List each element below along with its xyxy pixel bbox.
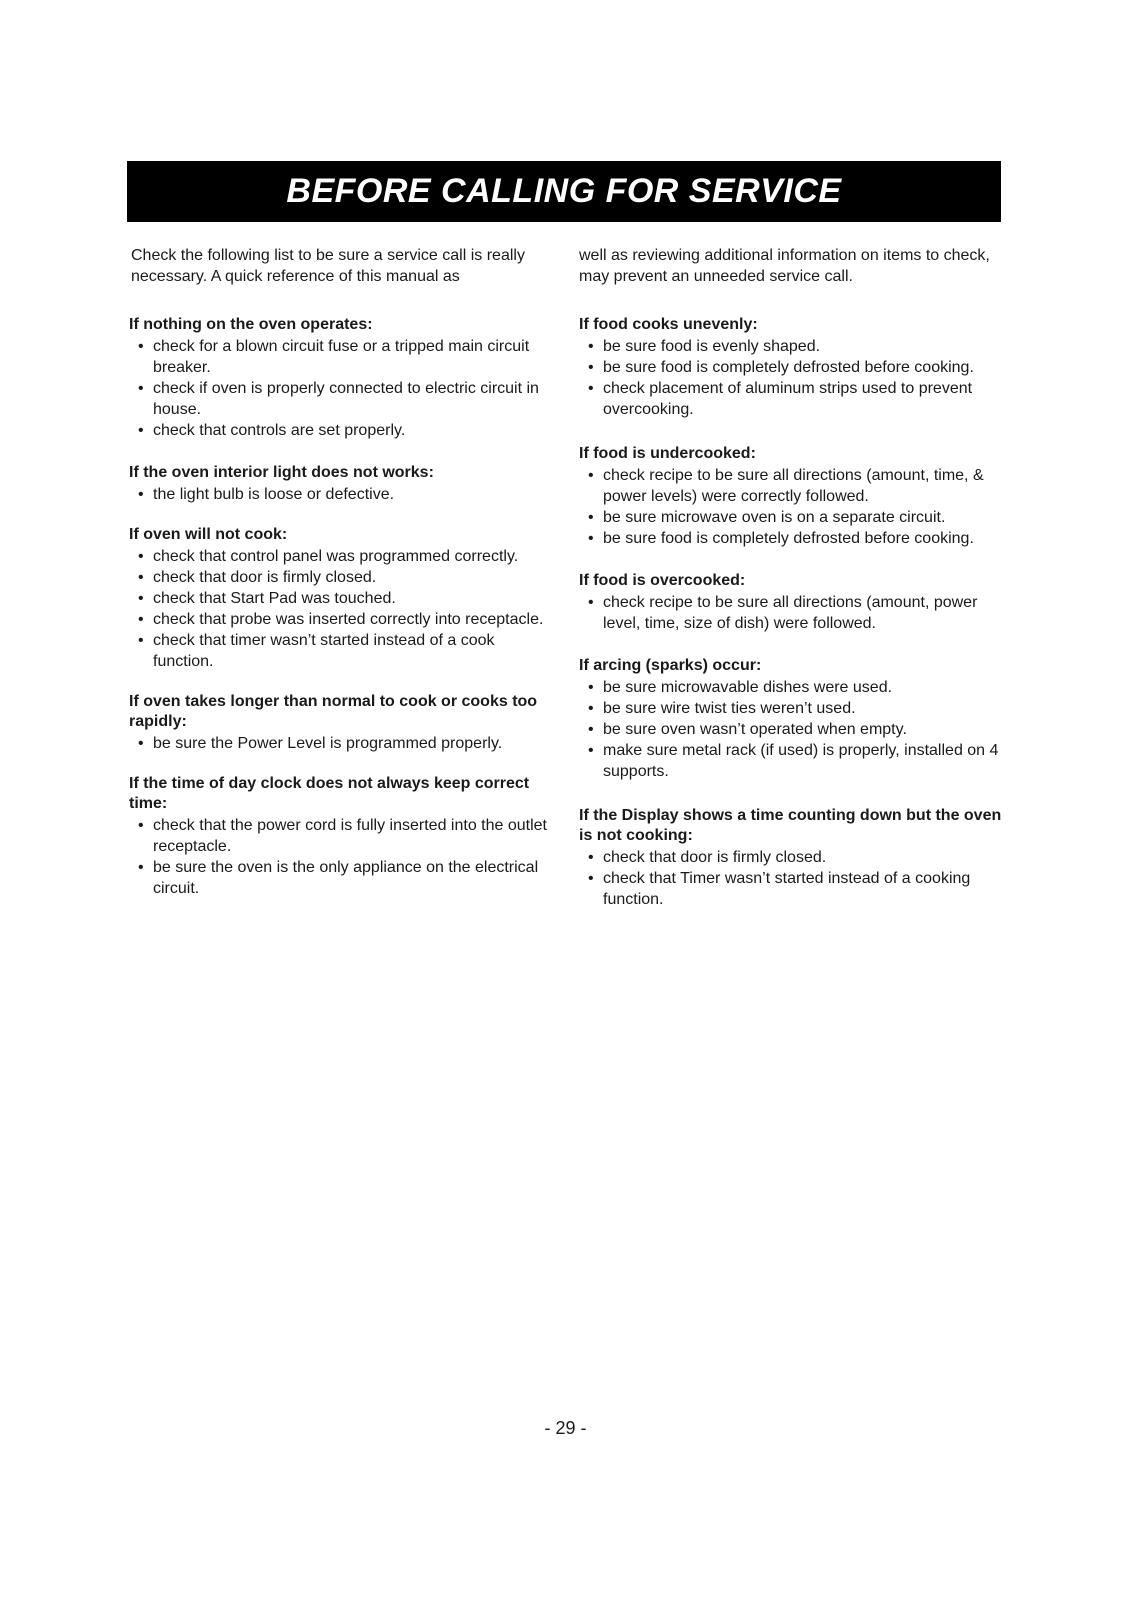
bullet-icon: • (138, 486, 144, 503)
section-heading: If the time of day clock does not always keep correct time: (129, 775, 530, 812)
list-item (129, 484, 559, 505)
list-item (579, 378, 1004, 420)
check-list (129, 546, 559, 672)
bullet-icon: • (588, 594, 594, 611)
list-item (579, 507, 1004, 528)
section-heading: If arcing (sparks) occur: (579, 657, 762, 674)
list-item (129, 336, 559, 378)
troubleshooting-section (129, 774, 559, 899)
list-item-text: check that door is firmly closed. (603, 849, 827, 866)
list-item (579, 528, 1004, 549)
troubleshooting-section (129, 463, 559, 505)
bullet-icon: • (138, 859, 144, 876)
list-item (129, 420, 559, 441)
troubleshooting-section (129, 692, 559, 754)
list-item-text: be sure food is evenly shaped. (603, 338, 821, 355)
check-list (579, 847, 1004, 910)
bullet-icon: • (138, 817, 144, 834)
troubleshooting-section (129, 315, 559, 441)
troubleshooting-section (129, 525, 559, 672)
bullet-icon: • (138, 590, 144, 607)
list-item-text: check that timer wasn’t started instead of a cook function. (153, 632, 495, 670)
list-item-text: check that the power cord is fully inserted into the outlet receptacle. (153, 817, 547, 855)
check-list (579, 677, 1004, 782)
list-item (129, 378, 559, 420)
list-item-text: check that Timer wasn’t started instead of a cooking function. (603, 870, 971, 908)
check-list (579, 336, 1004, 420)
title-banner (127, 161, 1001, 222)
check-list (129, 484, 559, 505)
list-item (579, 357, 1004, 378)
list-item (579, 847, 1004, 868)
list-item-text: check for a blown circuit fuse or a tripped main circuit breaker. (153, 338, 530, 376)
list-item-text: be sure microwave oven is on a separate circuit. (603, 509, 946, 526)
bullet-icon: • (588, 359, 594, 376)
troubleshooting-section (579, 571, 1004, 634)
list-item (579, 677, 1004, 698)
list-item-text: be sure the Power Level is programmed properly. (153, 735, 503, 752)
list-item-text: check recipe to be sure all directions (amount, power level, time, size of dish) were followed. (603, 594, 978, 632)
list-item-text: be sure microwavable dishes were used. (603, 679, 893, 696)
check-list (579, 592, 1004, 634)
list-item (579, 465, 1004, 507)
bullet-icon: • (138, 548, 144, 565)
intro-text-right: well as reviewing additional information on items to check, may prevent an unneeded service call. (579, 247, 990, 285)
bullet-icon: • (138, 735, 144, 752)
list-item (579, 336, 1004, 357)
list-item (579, 698, 1004, 719)
bullet-icon: • (588, 530, 594, 547)
list-item (129, 857, 559, 899)
left-column (129, 315, 559, 899)
section-heading: If food cooks unevenly: (579, 316, 758, 333)
list-item (129, 609, 559, 630)
bullet-icon: • (138, 611, 144, 628)
section-heading: If the Display shows a time counting down but the oven is not cooking: (579, 807, 1002, 844)
list-item-text: the light bulb is loose or defective. (153, 486, 395, 503)
list-item-text: be sure oven wasn’t operated when empty. (603, 721, 907, 738)
bullet-icon: • (588, 509, 594, 526)
list-item (129, 567, 559, 588)
list-item (579, 592, 1004, 634)
page-title: BEFORE CALLING FOR SERVICE (286, 172, 842, 210)
list-item-text: check that probe was inserted correctly into receptacle. (153, 611, 544, 628)
check-list (129, 815, 559, 899)
bullet-icon: • (588, 849, 594, 866)
section-heading: If nothing on the oven operates: (129, 316, 373, 333)
bullet-icon: • (588, 467, 594, 484)
check-list (579, 465, 1004, 549)
section-heading: If the oven interior light does not works: (129, 464, 434, 481)
section-heading: If food is overcooked: (579, 572, 746, 589)
list-item-text: be sure food is completely defrosted before cooking. (603, 530, 974, 547)
check-list (129, 733, 559, 754)
list-item-text: check placement of aluminum strips used to prevent overcooking. (603, 380, 973, 418)
list-item-text: check that door is firmly closed. (153, 569, 377, 586)
list-item (129, 815, 559, 857)
troubleshooting-section (579, 656, 1004, 782)
list-item-text: make sure metal rack (if used) is properly, installed on 4 supports. (603, 742, 999, 780)
right-column (579, 315, 1004, 910)
section-heading: If oven takes longer than normal to cook or cooks too rapidly: (129, 693, 538, 730)
troubleshooting-section (579, 806, 1004, 910)
bullet-icon: • (138, 569, 144, 586)
list-item (579, 740, 1004, 782)
list-item (129, 588, 559, 609)
bullet-icon: • (588, 700, 594, 717)
list-item-text: check if oven is properly connected to electric circuit in house. (153, 380, 539, 418)
list-item (129, 733, 559, 754)
list-item (579, 719, 1004, 740)
bullet-icon: • (588, 380, 594, 397)
section-heading: If oven will not cook: (129, 526, 288, 543)
list-item-text: be sure wire twist ties weren’t used. (603, 700, 856, 717)
bullet-icon: • (588, 742, 594, 759)
bullet-icon: • (138, 380, 144, 397)
list-item-text: be sure the oven is the only appliance on the electrical circuit. (153, 859, 539, 897)
page-number: - 29 - (544, 1418, 587, 1438)
bullet-icon: • (588, 721, 594, 738)
list-item-text: check that control panel was programmed correctly. (153, 548, 519, 565)
check-list (129, 336, 559, 441)
list-item (129, 630, 559, 672)
troubleshooting-section (579, 315, 1004, 420)
list-item-text: check that Start Pad was touched. (153, 590, 396, 607)
list-item-text: check recipe to be sure all directions (amount, time, & power levels) were correctly followed. (603, 467, 984, 505)
bullet-icon: • (138, 632, 144, 649)
bullet-icon: • (588, 870, 594, 887)
bullet-icon: • (138, 422, 144, 439)
list-item-text: check that controls are set properly. (153, 422, 406, 439)
bullet-icon: • (138, 338, 144, 355)
section-heading: If food is undercooked: (579, 445, 756, 462)
bullet-icon: • (588, 338, 594, 355)
list-item (129, 546, 559, 567)
list-item (579, 868, 1004, 910)
bullet-icon: • (588, 679, 594, 696)
list-item-text: be sure food is completely defrosted before cooking. (603, 359, 974, 376)
troubleshooting-section (579, 444, 1004, 549)
intro-text-left: Check the following list to be sure a service call is really necessary. A quick reference of this manual as (131, 247, 525, 285)
